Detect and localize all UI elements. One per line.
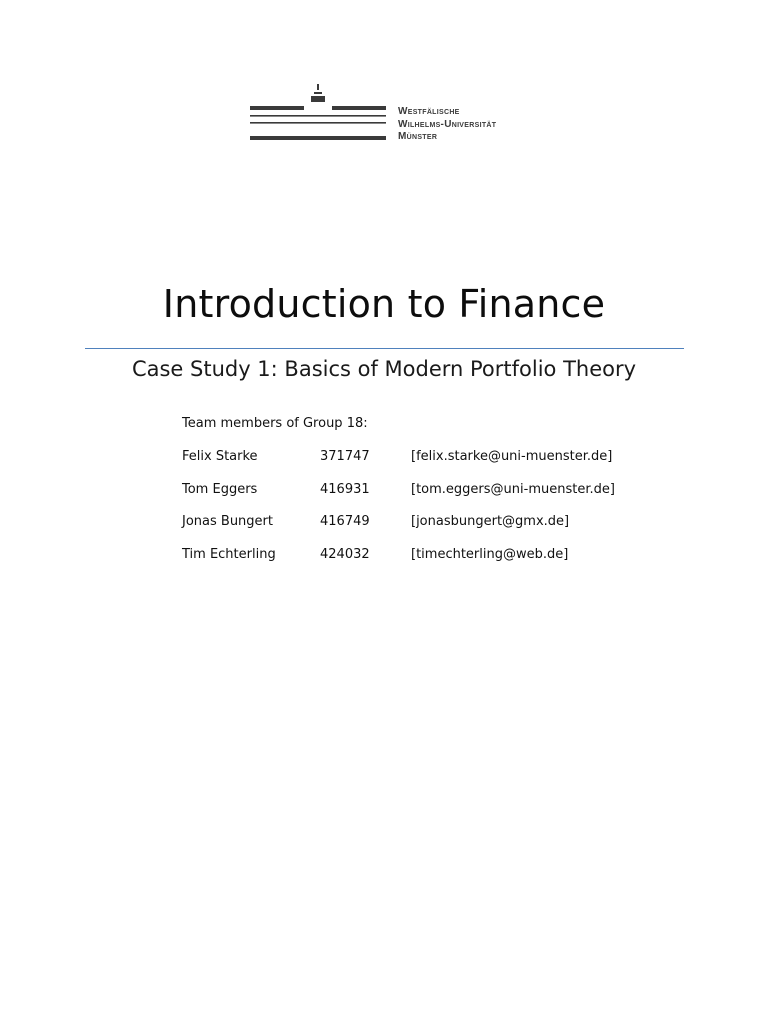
- member-name: Tim Echterling: [182, 546, 276, 562]
- member-name: Tom Eggers: [182, 481, 258, 497]
- team-member-row: [182, 545, 642, 565]
- logo-line-2: Wilhelms-Universität: [398, 118, 497, 130]
- logo-line-1: Westfälische: [398, 106, 460, 117]
- team-list: [182, 414, 642, 577]
- member-name: Jonas Bungert: [182, 514, 273, 529]
- university-logo: [248, 82, 538, 146]
- team-member-row: [182, 480, 642, 500]
- member-email: [felix.starke@uni-muenster.de]: [411, 449, 613, 464]
- document-title: Introduction to Finance: [162, 282, 606, 326]
- member-email: [tom.eggers@uni-muenster.de]: [411, 481, 615, 497]
- member-email: [jonasbungert@gmx.de]: [411, 514, 570, 529]
- member-id: 416931: [320, 481, 370, 497]
- logo-line-3: Münster: [398, 131, 438, 142]
- member-id: 371747: [320, 449, 370, 464]
- member-email: [timechterling@web.de]: [411, 546, 569, 562]
- member-id: 424032: [320, 546, 370, 562]
- team-member-row: [182, 447, 642, 467]
- logo-wordmark: [398, 106, 496, 144]
- document-subtitle: Case Study 1: Basics of Modern Portfolio Theory: [131, 357, 637, 381]
- team-member-row: [182, 512, 642, 532]
- member-id: 416749: [320, 514, 370, 529]
- logo-mark-icon: [248, 82, 388, 146]
- title-divider: [85, 348, 684, 349]
- team-heading: Team members of Group 18:: [182, 416, 368, 431]
- member-name: Felix Starke: [182, 449, 258, 464]
